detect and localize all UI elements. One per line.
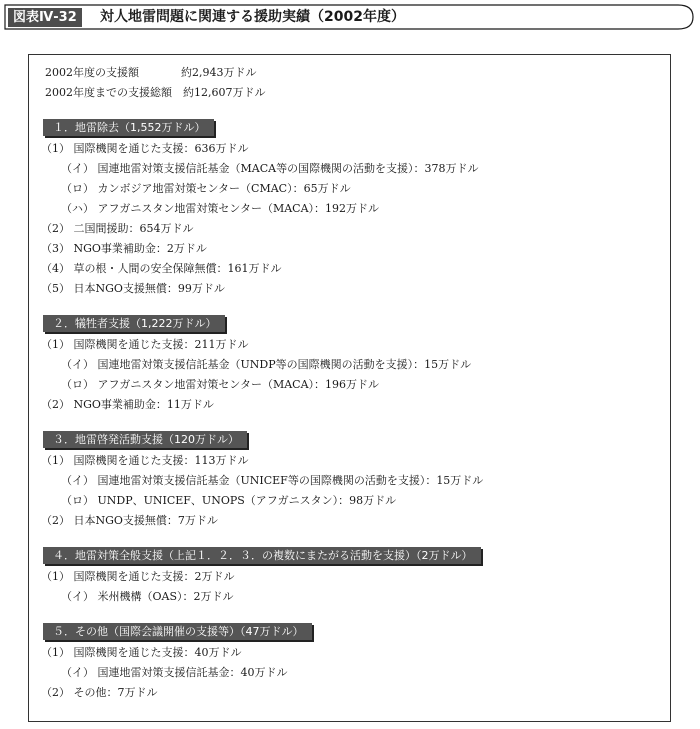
- summary-value: 約2,943万ドル: [181, 66, 257, 79]
- list-item: （3） NGO事業補助金：2万ドル: [41, 242, 207, 255]
- list-item: （2） 二国間援助：654万ドル: [41, 222, 194, 235]
- sub-list-item: （イ） 米州機構（OAS）：2万ドル: [61, 590, 234, 603]
- sub-list-item: （ロ） UNDP、UNICEF、UNOPS（アフガニスタン）：98万ドル: [61, 494, 397, 507]
- sub-list-item: （イ） 国連地雷対策支援信託基金（UNICEF等の国際機関の活動を支援）：15万ドル: [61, 474, 484, 487]
- item-list: [41, 139, 661, 299]
- summary-label: 2002年度までの支援総額: [45, 86, 172, 99]
- section-heading: ４．地雷対策全般支援（上記１．２．３．の複数にまたがる活動を支援）（2万ドル）: [43, 547, 481, 564]
- section-heading: ２．犠牲者支援（1,222万ドル）: [43, 315, 225, 332]
- summary-block: [45, 63, 266, 103]
- summary-value: 約12,607万ドル: [183, 86, 266, 99]
- summary-row-total: [45, 83, 266, 103]
- section-heading: ５．その他（国際会議開催の支援等）（47万ドル）: [43, 623, 312, 640]
- sub-list-item: （イ） 国連地雷対策支援信託基金：40万ドル: [61, 666, 288, 679]
- content-box: [28, 54, 671, 722]
- sub-list-item: （イ） 国連地雷対策支援信託基金（UNDP等の国際機関の活動を支援）：15万ドル: [61, 358, 472, 371]
- sub-list-item: （ハ） アフガニスタン地雷対策センター（MACA）：192万ドル: [61, 202, 380, 215]
- list-item: （1） 国際機関を通じた支援：113万ドル: [41, 454, 249, 467]
- sub-list-item: （ロ） アフガニスタン地雷対策センター（MACA）：196万ドル: [61, 378, 380, 391]
- list-item: （5） 日本NGO支援無償：99万ドル: [41, 282, 225, 295]
- summary-label: 2002年度の支援額: [45, 66, 139, 79]
- figure-title: 対人地雷問題に関連する援助実績（2002年度）: [100, 9, 405, 25]
- figure-header: [4, 4, 694, 30]
- item-list: [41, 567, 661, 607]
- list-item: （2） その他：7万ドル: [41, 686, 158, 699]
- section-2: [41, 312, 661, 415]
- section-list: [41, 116, 661, 703]
- item-list: [41, 643, 661, 703]
- list-item: （4） 草の根・人間の安全保障無償：161万ドル: [41, 262, 282, 275]
- section-heading: １．地雷除去（1,552万ドル）: [43, 119, 214, 136]
- sub-list-item: （ロ） カンボジア地雷対策センター（CMAC）：65万ドル: [61, 182, 351, 195]
- section-heading: ３．地雷啓発活動支援（120万ドル）: [43, 431, 247, 448]
- item-list: [41, 335, 661, 415]
- section-5: [41, 620, 661, 703]
- list-item: （1） 国際機関を通じた支援：636万ドル: [41, 142, 249, 155]
- section-3: [41, 428, 661, 531]
- list-item: （2） 日本NGO支援無償：7万ドル: [41, 514, 218, 527]
- summary-row-annual: [45, 63, 266, 83]
- list-item: （1） 国際機関を通じた支援：2万ドル: [41, 570, 235, 583]
- sub-list-item: （イ） 国連地雷対策支援信託基金（MACA等の国際機関の活動を支援）：378万ドル: [61, 162, 479, 175]
- list-item: （2） NGO事業補助金：11万ドル: [41, 398, 214, 411]
- section-1: [41, 116, 661, 299]
- section-4: [41, 544, 661, 607]
- figure-label: 図表Ⅳ-32: [8, 8, 82, 27]
- list-item: （1） 国際機関を通じた支援：40万ドル: [41, 646, 242, 659]
- item-list: [41, 451, 661, 531]
- list-item: （1） 国際機関を通じた支援：211万ドル: [41, 338, 249, 351]
